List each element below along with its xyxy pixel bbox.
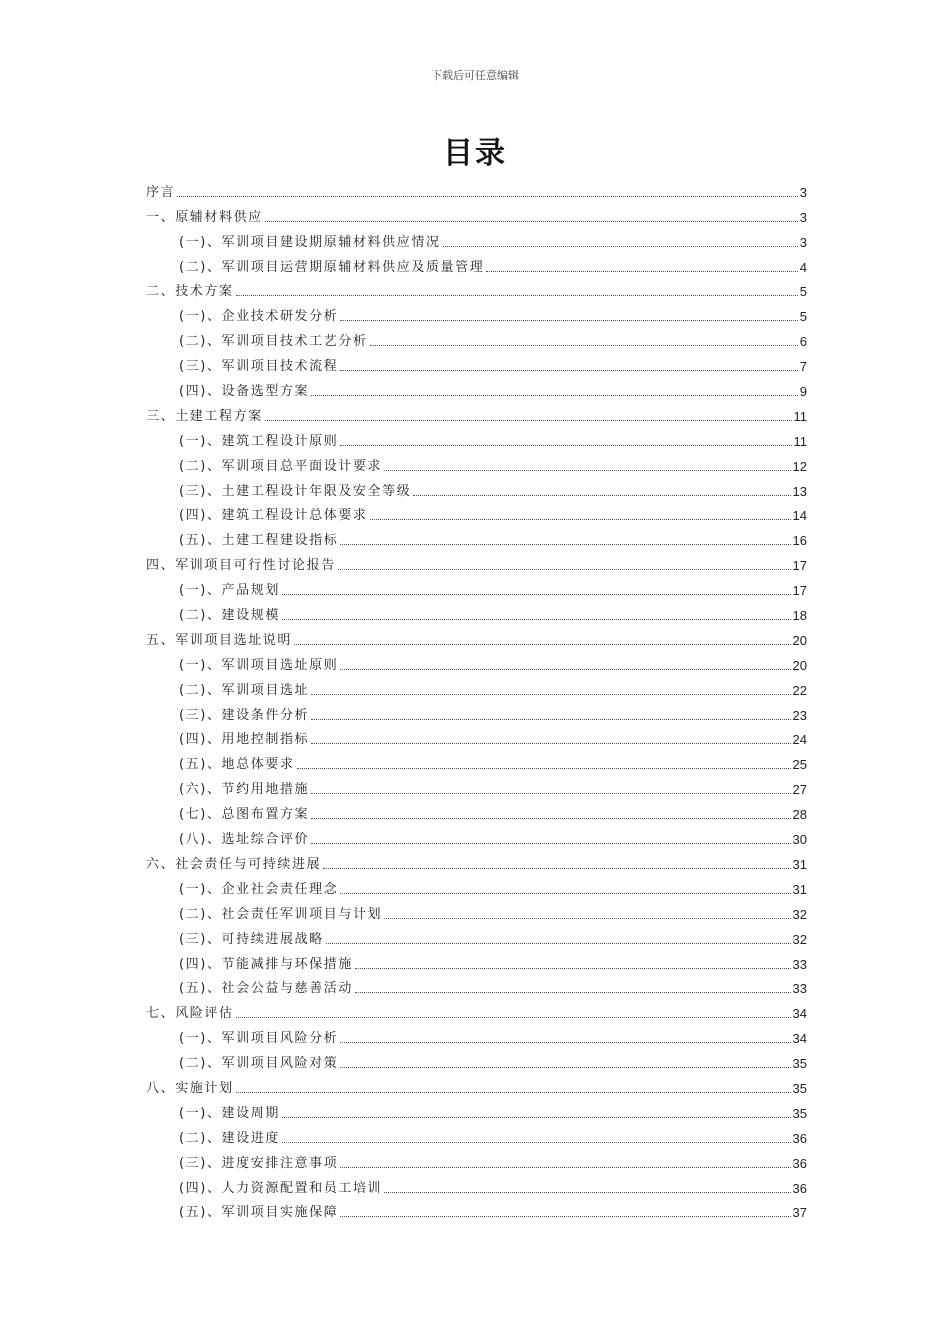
toc-entry-label: (四)、节能减排与环保措施: [179, 956, 353, 972]
toc-dot-leader: [340, 370, 797, 371]
toc-entry-label: (二)、军训项目选址: [179, 682, 310, 698]
toc-page-number: 32: [792, 931, 807, 947]
toc-page-number: 20: [792, 657, 807, 673]
toc-dot-leader: [340, 445, 791, 446]
toc-section-entry[interactable]: [146, 251, 807, 276]
toc-section-entry[interactable]: [146, 475, 807, 500]
toc-page-number: 11: [793, 408, 807, 424]
toc-section-entry[interactable]: [146, 923, 807, 948]
toc-chapter-entry[interactable]: [146, 997, 807, 1022]
toc-dot-leader: [311, 395, 798, 396]
toc-page-number: 14: [792, 508, 807, 524]
table-of-contents: [146, 176, 807, 1221]
toc-chapter-entry[interactable]: [146, 549, 807, 574]
toc-entry-label: (五)、军训项目实施保障: [179, 1205, 339, 1221]
toc-entry-label: (一)、产品规划: [179, 583, 280, 599]
toc-entry-label: (二)、社会责任军训项目与计划: [179, 906, 383, 922]
toc-section-entry[interactable]: [146, 798, 807, 823]
toc-page-number: 5: [799, 284, 807, 300]
toc-section-entry[interactable]: [146, 873, 807, 898]
toc-page-number: 34: [792, 1006, 807, 1022]
toc-chapter-entry[interactable]: [146, 201, 807, 226]
toc-page-number: 7: [799, 359, 807, 375]
toc-dot-leader: [294, 644, 791, 645]
toc-page-number: 9: [799, 384, 807, 400]
toc-entry-label: 八、实施计划: [146, 1080, 234, 1096]
toc-chapter-entry[interactable]: [146, 276, 807, 301]
toc-section-entry[interactable]: [146, 574, 807, 599]
toc-section-entry[interactable]: [146, 649, 807, 674]
toc-dot-leader: [236, 1017, 791, 1018]
toc-dot-leader: [340, 544, 790, 545]
toc-entry-label: (二)、军训项目风险对策: [179, 1056, 339, 1072]
toc-dot-leader: [311, 793, 790, 794]
toc-section-entry[interactable]: [146, 699, 807, 724]
toc-page-number: 33: [792, 956, 807, 972]
toc-page-number: 36: [792, 1180, 807, 1196]
toc-dot-leader: [486, 271, 797, 272]
toc-dot-leader: [355, 968, 791, 969]
toc-entry-label: (二)、建设规模: [179, 608, 280, 624]
toc-page-number: 17: [792, 583, 807, 599]
toc-dot-leader: [282, 619, 791, 620]
toc-section-entry[interactable]: [146, 599, 807, 624]
toc-page-number: 36: [792, 1155, 807, 1171]
toc-page-number: 23: [792, 707, 807, 723]
toc-entry-label: 七、风险评估: [146, 1006, 234, 1022]
toc-dot-leader: [340, 1067, 790, 1068]
toc-dot-leader: [297, 768, 791, 769]
toc-section-entry[interactable]: [146, 948, 807, 973]
toc-section-entry[interactable]: [146, 973, 807, 998]
toc-dot-leader: [384, 1192, 790, 1193]
toc-section-entry[interactable]: [146, 450, 807, 475]
toc-entry-label: (三)、可持续进展战略: [179, 931, 324, 947]
toc-dot-leader: [311, 743, 790, 744]
toc-section-entry[interactable]: [146, 1097, 807, 1122]
toc-dot-leader: [265, 221, 798, 222]
toc-page-number: 18: [792, 608, 807, 624]
toc-dot-leader: [282, 1142, 791, 1143]
toc-page-number: 35: [792, 1056, 807, 1072]
toc-chapter-entry[interactable]: [146, 848, 807, 873]
toc-dot-leader: [236, 1092, 791, 1093]
toc-section-entry[interactable]: [146, 773, 807, 798]
header-note: 下载后可任意编辑: [431, 69, 519, 82]
toc-entry-label: (六)、节约用地措施: [179, 782, 310, 798]
toc-chapter-entry[interactable]: [146, 624, 807, 649]
toc-dot-leader: [340, 893, 790, 894]
toc-entry-label: (七)、总图布置方案: [179, 807, 310, 823]
toc-page-number: 37: [792, 1205, 807, 1221]
toc-page-number: 30: [792, 832, 807, 848]
toc-entry-label: (五)、社会公益与慈善活动: [179, 981, 353, 997]
toc-entry-label: (一)、军训项目选址原则: [179, 657, 339, 673]
toc-entry-label: (四)、设备选型方案: [179, 384, 310, 400]
toc-page-number: 3: [799, 234, 807, 250]
toc-entry-label: (一)、建筑工程设计原则: [179, 433, 339, 449]
toc-entry-label: (八)、选址综合评价: [179, 832, 310, 848]
toc-entry-label: (一)、企业技术研发分析: [179, 309, 339, 325]
toc-section-entry[interactable]: [146, 1172, 807, 1197]
toc-section-entry[interactable]: [146, 898, 807, 923]
toc-page-number: 4: [799, 259, 807, 275]
toc-dot-leader: [340, 1042, 790, 1043]
toc-dot-leader: [355, 992, 791, 993]
toc-dot-leader: [236, 295, 798, 296]
toc-page-number: 27: [792, 782, 807, 798]
toc-entry-label: (二)、军训项目运营期原辅材料供应及质量管理: [179, 259, 485, 275]
toc-page-number: 35: [792, 1105, 807, 1121]
toc-page-number: 32: [792, 906, 807, 922]
toc-entry-label: (三)、进度安排注意事项: [179, 1155, 339, 1171]
toc-page-number: 12: [792, 458, 807, 474]
toc-entry-label: 序言: [146, 184, 176, 200]
toc-section-entry[interactable]: [146, 425, 807, 450]
toc-entry-label: (一)、军训项目建设期原辅材料供应情况: [179, 234, 441, 250]
toc-dot-leader: [340, 1216, 790, 1217]
toc-dot-leader: [282, 1117, 791, 1118]
toc-section-entry[interactable]: [146, 1047, 807, 1072]
toc-page-number: 22: [792, 682, 807, 698]
toc-entry-label: (一)、企业社会责任理念: [179, 881, 339, 897]
toc-dot-leader: [326, 943, 791, 944]
toc-chapter-entry[interactable]: [146, 1072, 807, 1097]
toc-title: 目录: [443, 136, 507, 171]
toc-entry-label: 三、土建工程方案: [146, 408, 263, 424]
toc-dot-leader: [340, 320, 797, 321]
toc-section-entry[interactable]: [146, 1147, 807, 1172]
toc-dot-leader: [340, 669, 790, 670]
toc-dot-leader: [338, 569, 791, 570]
toc-dot-leader: [384, 918, 790, 919]
toc-entry-label: (四)、人力资源配置和员工培训: [179, 1180, 383, 1196]
toc-page-number: 5: [799, 309, 807, 325]
toc-section-entry[interactable]: [146, 1197, 807, 1222]
toc-dot-leader: [311, 843, 790, 844]
toc-dot-leader: [340, 1167, 790, 1168]
toc-dot-leader: [282, 594, 791, 595]
toc-page-number: 17: [792, 558, 807, 574]
toc-entry-label: 六、社会责任与可持续进展: [146, 856, 322, 872]
toc-entry-label: (五)、土建工程建设指标: [179, 533, 339, 549]
toc-chapter-entry[interactable]: [146, 400, 807, 425]
toc-section-entry[interactable]: [146, 325, 807, 350]
toc-page-number: 16: [792, 533, 807, 549]
toc-section-entry[interactable]: [146, 524, 807, 549]
toc-section-entry[interactable]: [146, 1022, 807, 1047]
toc-entry-label: (四)、用地控制指标: [179, 732, 310, 748]
toc-entry-label: (三)、建设条件分析: [179, 707, 310, 723]
toc-dot-leader: [443, 246, 798, 247]
toc-entry-label: 一、原辅材料供应: [146, 209, 263, 225]
toc-page-number: 6: [799, 334, 807, 350]
toc-entry-label: (一)、军训项目风险分析: [179, 1031, 339, 1047]
toc-page-number: 36: [792, 1130, 807, 1146]
toc-entry-label: (五)、地总体要求: [179, 757, 295, 773]
toc-page-number: 13: [792, 483, 807, 499]
toc-entry-label: 二、技术方案: [146, 284, 234, 300]
toc-entry-label: (二)、建设进度: [179, 1130, 280, 1146]
toc-dot-leader: [265, 420, 792, 421]
toc-page-number: 11: [793, 433, 807, 449]
toc-dot-leader: [311, 818, 790, 819]
toc-page-number: 24: [792, 732, 807, 748]
toc-section-entry[interactable]: [146, 300, 807, 325]
toc-section-entry[interactable]: [146, 674, 807, 699]
toc-section-entry[interactable]: [146, 226, 807, 251]
toc-page-number: 31: [792, 856, 807, 872]
toc-page-number: 28: [792, 807, 807, 823]
toc-entry-label: (二)、军训项目技术工艺分析: [179, 334, 368, 350]
toc-section-entry[interactable]: [146, 748, 807, 773]
toc-entry-label: (四)、建筑工程设计总体要求: [179, 508, 368, 524]
toc-dot-leader: [370, 345, 798, 346]
toc-section-entry[interactable]: [146, 375, 807, 400]
toc-dot-leader: [311, 694, 790, 695]
toc-page-number: 34: [792, 1031, 807, 1047]
toc-entry-label: (二)、军训项目总平面设计要求: [179, 458, 383, 474]
toc-entry-label: 四、军训项目可行性讨论报告: [146, 558, 336, 574]
toc-page-number: 25: [792, 757, 807, 773]
toc-dot-leader: [413, 495, 790, 496]
toc-chapter-entry[interactable]: [146, 176, 807, 201]
toc-page-number: 3: [799, 209, 807, 225]
toc-page-number: 35: [792, 1080, 807, 1096]
toc-page-number: 3: [799, 184, 807, 200]
toc-section-entry[interactable]: [146, 350, 807, 375]
toc-page-number: 31: [792, 881, 807, 897]
toc-entry-label: 五、军训项目选址说明: [146, 632, 293, 648]
toc-dot-leader: [384, 470, 790, 471]
toc-dot-leader: [311, 719, 790, 720]
toc-page-number: 33: [792, 981, 807, 997]
toc-section-entry[interactable]: [146, 500, 807, 525]
toc-page-number: 20: [792, 632, 807, 648]
toc-entry-label: (三)、军训项目技术流程: [179, 359, 339, 375]
toc-dot-leader: [177, 196, 798, 197]
toc-dot-leader: [370, 519, 791, 520]
toc-dot-leader: [323, 868, 790, 869]
toc-entry-label: (三)、土建工程设计年限及安全等级: [179, 483, 412, 499]
toc-section-entry[interactable]: [146, 1122, 807, 1147]
toc-section-entry[interactable]: [146, 724, 807, 749]
toc-entry-label: (一)、建设周期: [179, 1105, 280, 1121]
toc-section-entry[interactable]: [146, 823, 807, 848]
